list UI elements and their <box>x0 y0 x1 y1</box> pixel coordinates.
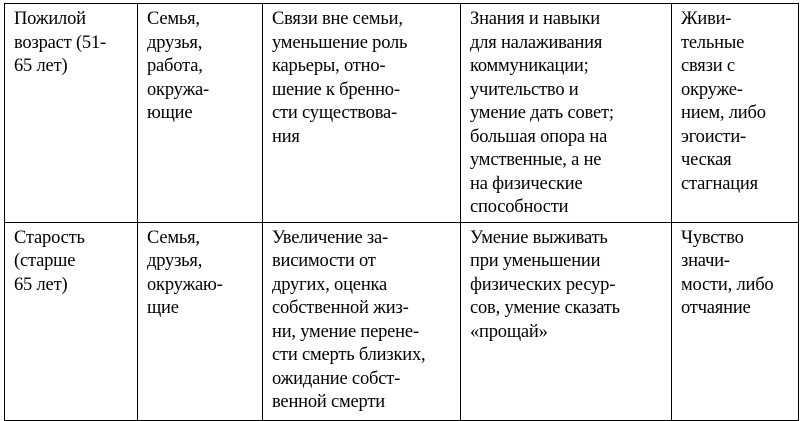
cell-text: Живи- тельные связи с окруже- нием, либо эгоисти- ческая стагнация <box>681 9 766 194</box>
table-cell-social-environment <box>138 222 263 420</box>
cell-text: Увеличение за- висимости от других, оценка собственной жиз- ни, умение перене- сти смерть близких, ожидание собст- венной смерти <box>272 227 426 412</box>
table-cell-age-stage <box>5 4 138 223</box>
table-cell-skills <box>461 4 672 223</box>
table-cell-social-environment <box>138 4 263 223</box>
table-cell-tasks <box>263 222 461 420</box>
cell-text: Умение выживать при уменьшении физических ресур- сов, умение сказать «прощай» <box>470 227 620 342</box>
cell-text: Знания и навыки для налаживания коммуникации; учительство и умение дать совет; большая опора на умственные, а не на физические способности <box>470 9 614 217</box>
cell-text: Семья, друзья, работа, окружа- ющие <box>147 9 210 123</box>
cell-text: Связи вне семьи, уменьшение роль карьеры, отно- шение к бренно- сти существова- ния <box>272 9 408 147</box>
cell-text: Чувство значи- мости, либо отчаяние <box>681 227 774 318</box>
table-cell-tasks <box>263 4 461 223</box>
table-cell-outcome <box>672 4 799 223</box>
table-cell-age-stage <box>5 222 138 420</box>
table-row <box>5 4 799 223</box>
life-stages-table <box>4 3 799 421</box>
table-cell-outcome <box>672 222 799 420</box>
table-cell-skills <box>461 222 672 420</box>
cell-text: Пожилой возраст (51- 65 лет) <box>14 9 106 76</box>
table-row <box>5 222 799 420</box>
cell-text: Семья, друзья, окружаю- щие <box>147 227 223 318</box>
cell-text: Старость (старше 65 лет) <box>14 227 85 295</box>
